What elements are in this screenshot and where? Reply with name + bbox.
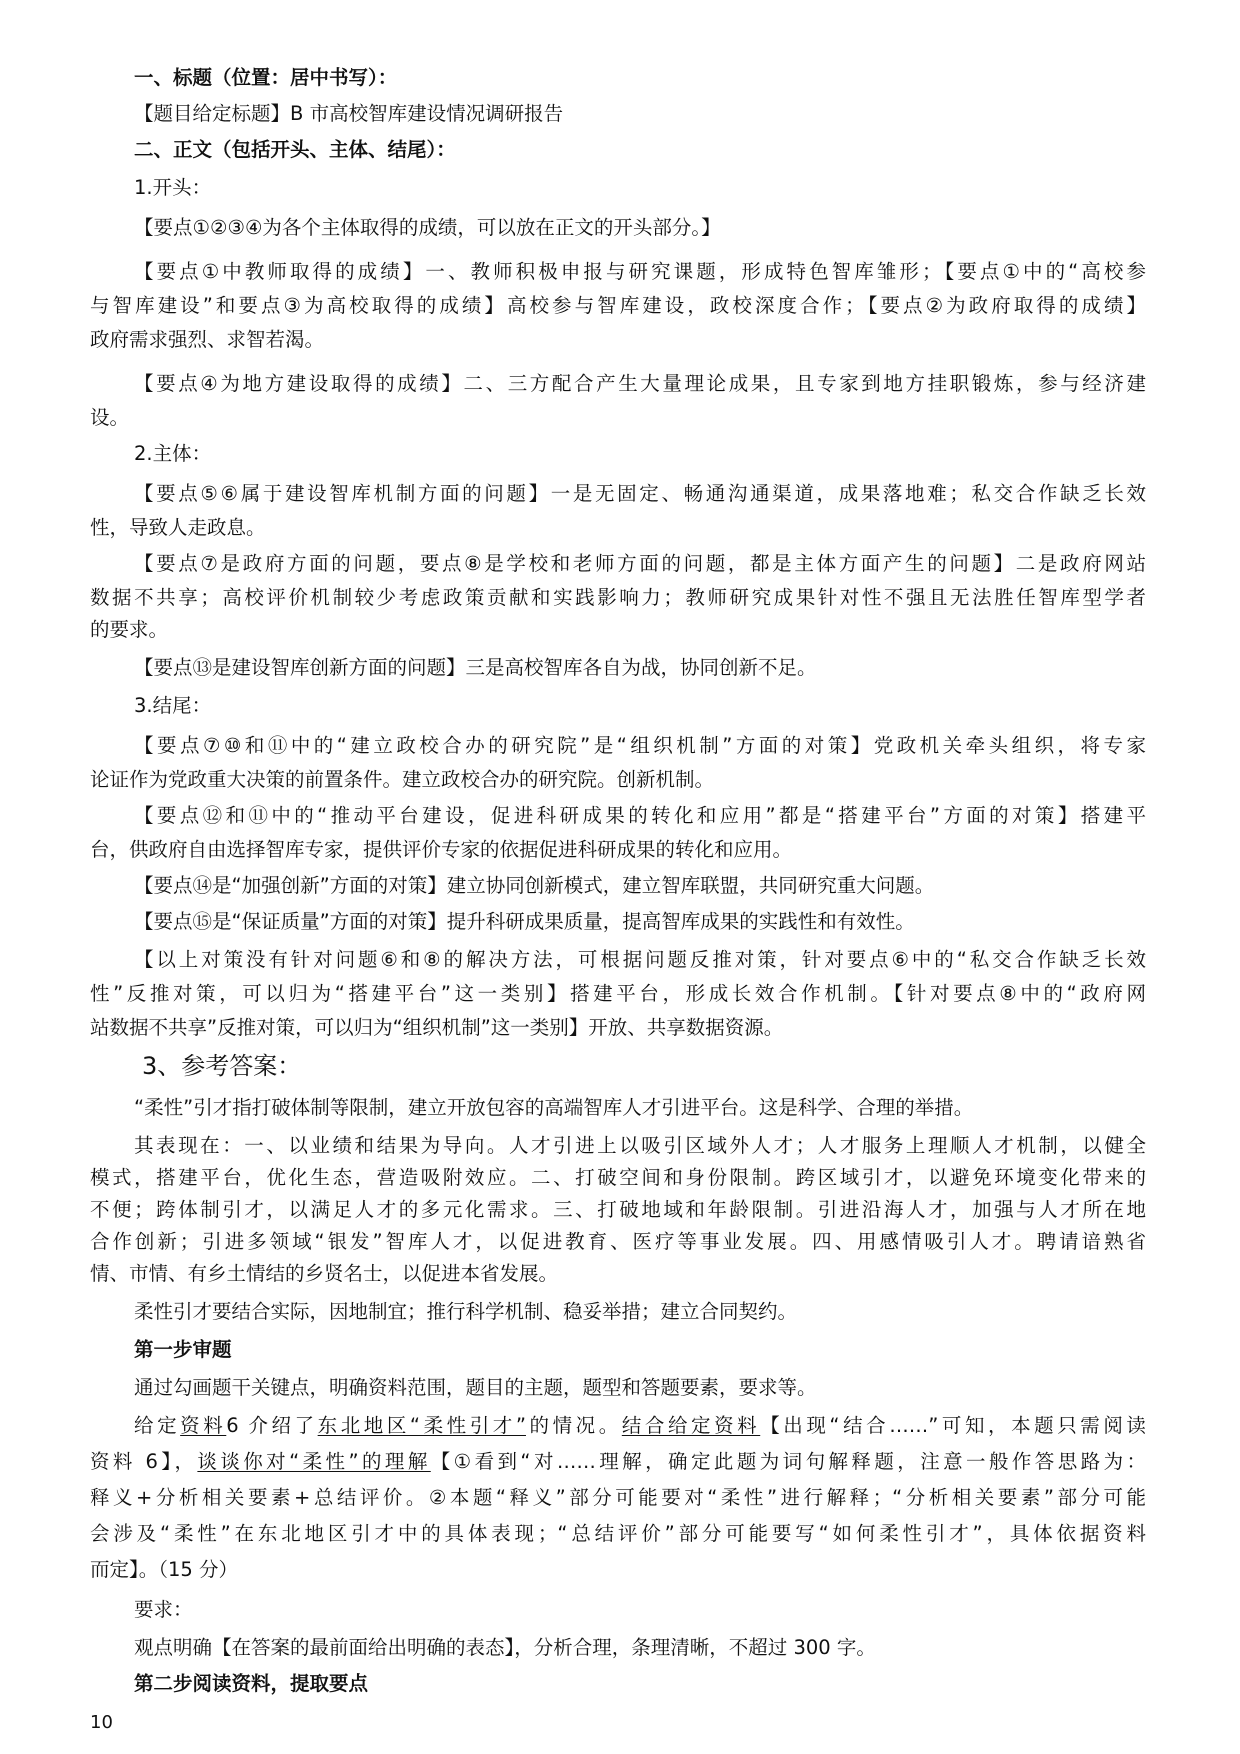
given-title-line: 【题目给定标题】B 市高校智库建设情况调研报告: [134, 102, 564, 125]
paragraph-line: 【要点⑭是“加强创新”方面的对策】建立协同创新模式，建立智库联盟，共同研究重大问题。: [134, 874, 935, 897]
page-number: 10: [90, 1712, 113, 1733]
paragraph-opening-note: 【要点①②③④为各个主体取得的成绩，可以放在正文的开头部分。】: [134, 216, 721, 239]
text-run: 的情况。: [525, 1414, 622, 1437]
step-one-analysis-line: [134, 1416, 1146, 1436]
text-run: 【出现“结合……”可知，本题只需阅读: [760, 1414, 1146, 1437]
paragraph-line: 台，供政府自由选择智库专家，提供评价专家的依据促进科研成果的转化和应用。: [90, 838, 793, 861]
requirements-text: 观点明确【在答案的最前面给出明确的表态】，分析合理，条理清晰，不超过 300 字。: [134, 1636, 876, 1659]
text-run: 资料 6】，: [90, 1450, 198, 1473]
paragraph-line: 数据不共享；高校评价机制较少考虑政策贡献和实践影响力；教师研究成果针对性不强且无法胜任智库型学者: [90, 586, 1146, 609]
subheading-conclusion: 3.结尾：: [134, 694, 212, 717]
paragraph-line: 【要点⑮是“保证质量”方面的对策】提升科研成果质量，提高智库成果的实践性和有效性。: [134, 910, 915, 933]
paragraph-line: 性”反推对策，可以归为“搭建平台”这一类别】搭建平台，形成长效合作机制。【针对要点⑧中的“政府网: [90, 982, 1146, 1005]
paragraph-line: 【要点④为地方建设取得的成绩】二、三方配合产生大量理论成果，且专家到地方挂职锻炼，参与经济建: [134, 372, 1146, 395]
paragraph-line: 【要点⑦⑩和⑪中的“建立政校合办的研究院”是“组织机制”方面的对策】党政机关牵头组织，将专家: [134, 734, 1146, 757]
requirements-label: 要求：: [134, 1598, 193, 1621]
answer-paragraph-line: “柔性”引才指打破体制等限制，建立开放包容的高端智库人才引进平台。这是科学、合理的举措。: [134, 1096, 974, 1119]
underlined-keyword: 谈谈你对“柔性”的理解: [197, 1450, 431, 1473]
paragraph-line: 【要点⑤⑥属于建设智库机制方面的问题】一是无固定、畅通沟通渠道，成果落地难；私交合作缺乏长效: [134, 482, 1146, 505]
answer-paragraph-line: 其表现在：一、以业绩和结果为导向。人才引进上以吸引区域外人才；人才服务上理顺人才机制，以健全: [134, 1134, 1146, 1157]
step-one-analysis-line: 会涉及“柔性”在东北地区引才中的具体表现；“总结评价”部分可能要写“如何柔性引才”，具体依据资料: [90, 1522, 1146, 1545]
heading-step-two: 第二步阅读资料，提取要点: [134, 1672, 369, 1695]
paragraph-line: 【要点⑦是政府方面的问题，要点⑧是学校和老师方面的问题，都是主体方面产生的问题】二是政府网站: [134, 552, 1146, 575]
paragraph-line: 的要求。: [90, 618, 169, 641]
step-one-intro: 通过勾画题干关键点，明确资料范围，题目的主题，题型和答题要素，要求等。: [134, 1376, 817, 1399]
heading-step-one: 第一步审题: [134, 1338, 232, 1361]
paragraph-line: 站数据不共享”反推对策，可以归为“组织机制”这一类别】开放、共享数据资源。: [90, 1016, 784, 1039]
step-one-analysis-line: 而定】。（15 分）: [90, 1558, 239, 1581]
heading-title-position: 一、标题（位置：居中书写）：: [134, 66, 398, 89]
paragraph-line: 【要点⑬是建设智库创新方面的问题】三是高校智库各自为战，协同创新不足。: [134, 656, 817, 679]
paragraph-line: 【要点⑫和⑪中的“推动平台建设，促进科研成果的转化和应用”都是“搭建平台”方面的对策】搭建平: [134, 804, 1146, 827]
text-run: 6 介绍了: [226, 1414, 318, 1437]
answer-paragraph-line: 柔性引才要结合实际，因地制宜；推行科学机制、稳妥举措；建立合同契约。: [134, 1300, 798, 1323]
step-one-analysis-line: [90, 1452, 1146, 1472]
underlined-keyword: 结合给定资料: [621, 1414, 761, 1437]
text-run: 【①看到“对……理解，确定此题为词句解释题，注意一般作答思路为：: [430, 1450, 1146, 1473]
answer-paragraph-line: 合作创新；引进多领域“银发”智库人才，以促进教育、医疗等事业发展。四、用感情吸引人才。聘请谙熟省: [90, 1230, 1146, 1253]
answer-paragraph-line: 模式，搭建平台，优化生态，营造吸附效应。二、打破空间和身份限制。跨区域引才，以避免环境变化带来的: [90, 1166, 1146, 1189]
heading-reference-answer: 3、参考答案：: [142, 1052, 302, 1080]
paragraph-line: 设。: [90, 406, 130, 429]
text-run: 给定: [134, 1414, 181, 1437]
step-one-analysis-line: 释义+分析相关要素+总结评价。②本题“释义”部分可能要对“柔性”进行解释；“分析相关要素”部分可能: [90, 1486, 1146, 1509]
paragraph-line: 政府需求强烈、求智若渴。: [90, 328, 325, 351]
paragraph-line: 论证作为党政重大决策的前置条件。建立政校合办的研究院。创新机制。: [90, 768, 715, 791]
paragraph-line: 性，导致人走政息。: [90, 516, 266, 539]
paragraph-line: 【要点①中教师取得的成绩】一、教师积极申报与研究课题，形成特色智库雏形；【要点①中的“高校参: [134, 260, 1146, 283]
underlined-keyword: 资料: [180, 1414, 227, 1437]
paragraph-line: 【以上对策没有针对问题⑥和⑧的解决方法，可根据问题反推对策，针对要点⑥中的“私交合作缺乏长效: [134, 948, 1146, 971]
subheading-opening: 1.开头：: [134, 176, 212, 199]
subheading-main-body: 2.主体：: [134, 442, 212, 465]
paragraph-line: 与智库建设”和要点③为高校取得的成绩】高校参与智库建设，政校深度合作；【要点②为政府取得的成绩】: [90, 294, 1146, 317]
heading-body-sections: 二、正文（包括开头、主体、结尾）：: [134, 138, 456, 161]
underlined-keyword: 东北地区“柔性引才”: [317, 1414, 526, 1437]
answer-paragraph-line: 情、市情、有乡土情结的乡贤名士，以促进本省发展。: [90, 1262, 559, 1285]
answer-paragraph-line: 不便；跨体制引才，以满足人才的多元化需求。三、打破地域和年龄限制。引进沿海人才，加强与人才所在地: [90, 1198, 1146, 1221]
